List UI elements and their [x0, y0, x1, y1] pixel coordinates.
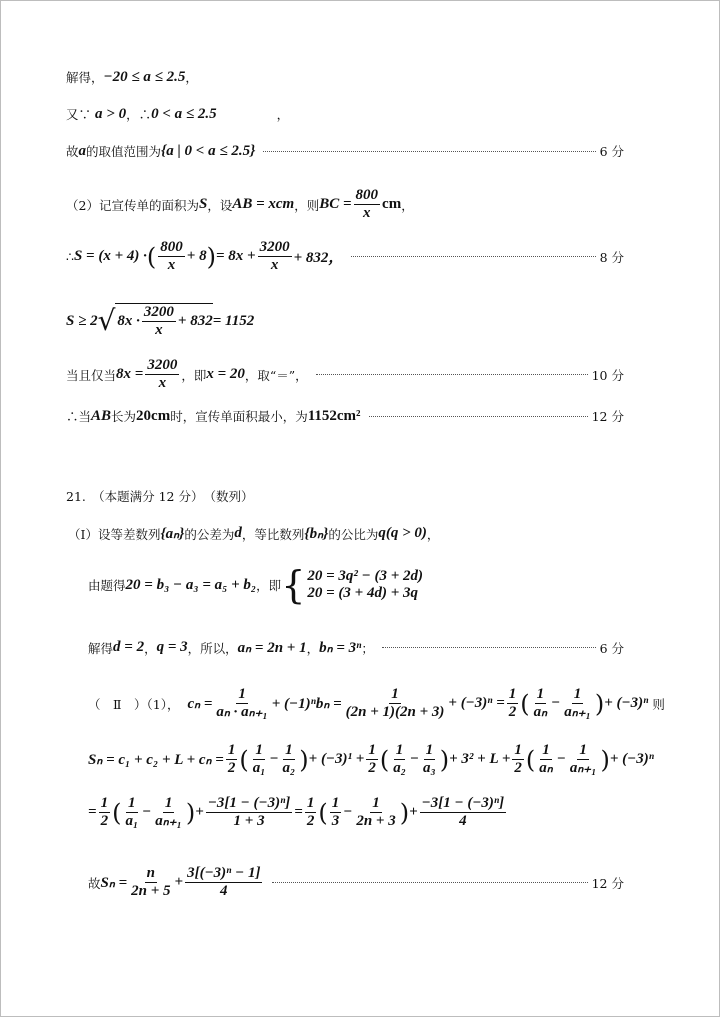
leader-dots [382, 647, 596, 648]
part-1-equations: 由题得 20 = b₃ − a₃ = a₅ + b₂ ，即 { 20 = 3q² − (3 + 2d) 20 = (3 + 4d) + 3q [88, 563, 424, 607]
leader-dots [316, 374, 588, 375]
solution-line-1: 解得， −20 ≤ a ≤ 2.5 ， [66, 68, 198, 85]
score-label: 6 分 [599, 640, 624, 656]
fraction: $\frac{1}{3}$ [331, 795, 340, 830]
solution-line-3: 故 a 的取值范围为 {a | 0 < a ≤ 2.5} 6 分 [66, 142, 624, 159]
leader-dots [351, 256, 595, 257]
part-1-statement: （Ⅰ）设等差数列 {aₙ} 的公差为 d ，等比数列 {bₙ} 的公比为 q(q > 0) ， [68, 525, 440, 542]
part-2-sum-expansion: Sₙ = c₁ + c₂ + L + cₙ = $\frac{1}{2}$ ( $\frac{1}{\text{a₁}}$ − $\frac{1}{\text{a₂}}$ ) + (−3)¹ + $\frac{1}{2}$ ( $\frac{1}{\text{a₂}}$ − $\frac{1}{\text{a₃}}$ ) + 3² + L + $\frac{1}{2}$ ( $\frac{1}{\text{aₙ}}$ − $\frac{1}{\text{aₙ₊₁}}$ ) + (−3)ⁿ [88, 742, 654, 777]
fraction: $\frac{n}{2n + 5}$ [131, 865, 171, 900]
question-21-heading: 21. （本题满分 12 分） （数列） [66, 489, 254, 504]
part-1-result: 解得 d = 2 ， q = 3 ，所以， aₙ = 2n + 1 ， bₙ = 3ⁿ ； 6 分 [88, 639, 624, 656]
score-label: 12 分 [591, 409, 624, 424]
score-label: 10 分 [591, 367, 624, 383]
fraction: $\frac{1}{\text{a₂}}$ [393, 742, 406, 777]
fraction: $\frac{1}{\text{aₙ · aₙ₊₁}}$ [216, 686, 268, 721]
fraction: $\frac{1}{\text{aₙ}}$ [533, 686, 548, 721]
equation-system: { 20 = 3q² − (3 + 2d) 20 = (3 + 4d) + 3q [281, 563, 424, 607]
solution-line-4: （2）记宣传单的面积为 S ，设 AB = xcm ，则 BC = $\frac{800}{x}$ cm ， [66, 187, 414, 222]
fraction: $\frac{800}{x}$ [355, 187, 379, 222]
fraction: $\frac{\text{−3[1 − (−3)ⁿ]}}{1 + 3}$ [207, 795, 291, 830]
solution-line-5: ∴ S = (x + 4) · ( $\frac{800}{x}$ + 8 ) = 8x + $\frac{3200}{x}$ + 832， 8 分 [66, 239, 624, 274]
fraction: $\frac{3200}{x}$ [259, 239, 290, 274]
leader-dots [369, 416, 588, 417]
fraction: $\frac{1}{\text{aₙ₊₁}}$ [155, 795, 182, 830]
fraction: $\frac{1}{\text{aₙ₊₁}}$ [569, 742, 597, 777]
score-label: 8 分 [599, 249, 624, 265]
fraction: $\frac{1}{\text{a₃}}$ [423, 742, 436, 777]
leader-dots [272, 882, 587, 883]
score-label: 12 分 [591, 875, 624, 891]
fraction: $\frac{3200}{x}$ [147, 357, 178, 392]
fraction: $\frac{1}{\text{a₁}}$ [125, 795, 139, 830]
part-2-cn-formula: （ Ⅱ ）（1）， cₙ = $\frac{1}{\text{aₙ · aₙ₊₁}}$ + (−1)ⁿbₙ = $\frac{1}{(2n + 1)(2n + 3)}$ + (−3)ⁿ = $\frac{1}{2}$ ( $\frac{1}{\text{aₙ}}$ − $\frac{1}{\text{aₙ₊₁}}$ ) + (−3)ⁿ 则 [88, 686, 665, 721]
fraction: $\frac{1}{\text{aₙ₊₁}}$ [564, 686, 591, 721]
score-label: 6 分 [599, 144, 624, 159]
fraction: $\frac{1}{(2n + 1)(2n + 3)}$ [345, 686, 445, 721]
part-2-sum-simplified: = $\frac{1}{2}$ ( $\frac{1}{\text{a₁}}$ − $\frac{1}{\text{aₙ₊₁}}$ ) + $\frac{\text{−3[1 − (−3)ⁿ]}}{1 + 3}$ = $\frac{1}{2}$ ( $\frac{1}{3}$ − $\frac{1}{2n + 3}$ ) + $\frac{\text{−3[1 − (−3)ⁿ]}}{4}$ [88, 795, 505, 830]
fraction: $\frac{1}{2}$ [368, 742, 376, 777]
fraction: $\frac{\text{−3[1 − (−3)ⁿ]}}{4}$ [421, 795, 505, 830]
fraction: $\frac{\text{3[(−3)ⁿ − 1]}}{4}$ [187, 865, 261, 900]
fraction: $\frac{1}{\text{a₂}}$ [282, 742, 296, 777]
fraction: $\frac{1}{2}$ [514, 742, 522, 777]
fraction: $\frac{1}{2}$ [100, 795, 109, 830]
solution-line-8: ∴当 AB 长为 20cm 时，宣传单面积最小，为 1152cm² 12 分 [66, 407, 624, 424]
fraction: $\frac{1}{2n + 3}$ [356, 795, 396, 830]
solution-line-6: S ≥ 2 √ 8x · $\frac{3200}{x}$ + 832 = 1152 [66, 304, 255, 339]
solution-line-2: 又∵ a > 0 ，∴ 0 < a ≤ 2.5 ， [66, 105, 290, 122]
leader-dots [263, 151, 595, 152]
solution-line-7: 当且仅当 8x = $\frac{3200}{x}$ ，即 x = 20 ，取“＝”， 10 分 [66, 357, 624, 392]
square-root: √ 8x · $\frac{3200}{x}$ + 832 [97, 304, 213, 339]
final-answer-line: 故 Sₙ = $\frac{n}{2n + 5}$ + $\frac{\text{3[(−3)ⁿ − 1]}}{4}$ 12 分 [88, 865, 624, 900]
fraction: $\frac{1}{2}$ [227, 742, 236, 777]
fraction: $\frac{1}{\text{a₁}}$ [252, 742, 266, 777]
fraction: $\frac{1}{2}$ [306, 795, 315, 830]
fraction: $\frac{1}{2}$ [508, 686, 517, 721]
fraction: $\frac{800}{x}$ [160, 239, 183, 274]
fraction: $\frac{1}{\text{aₙ}}$ [539, 742, 553, 777]
